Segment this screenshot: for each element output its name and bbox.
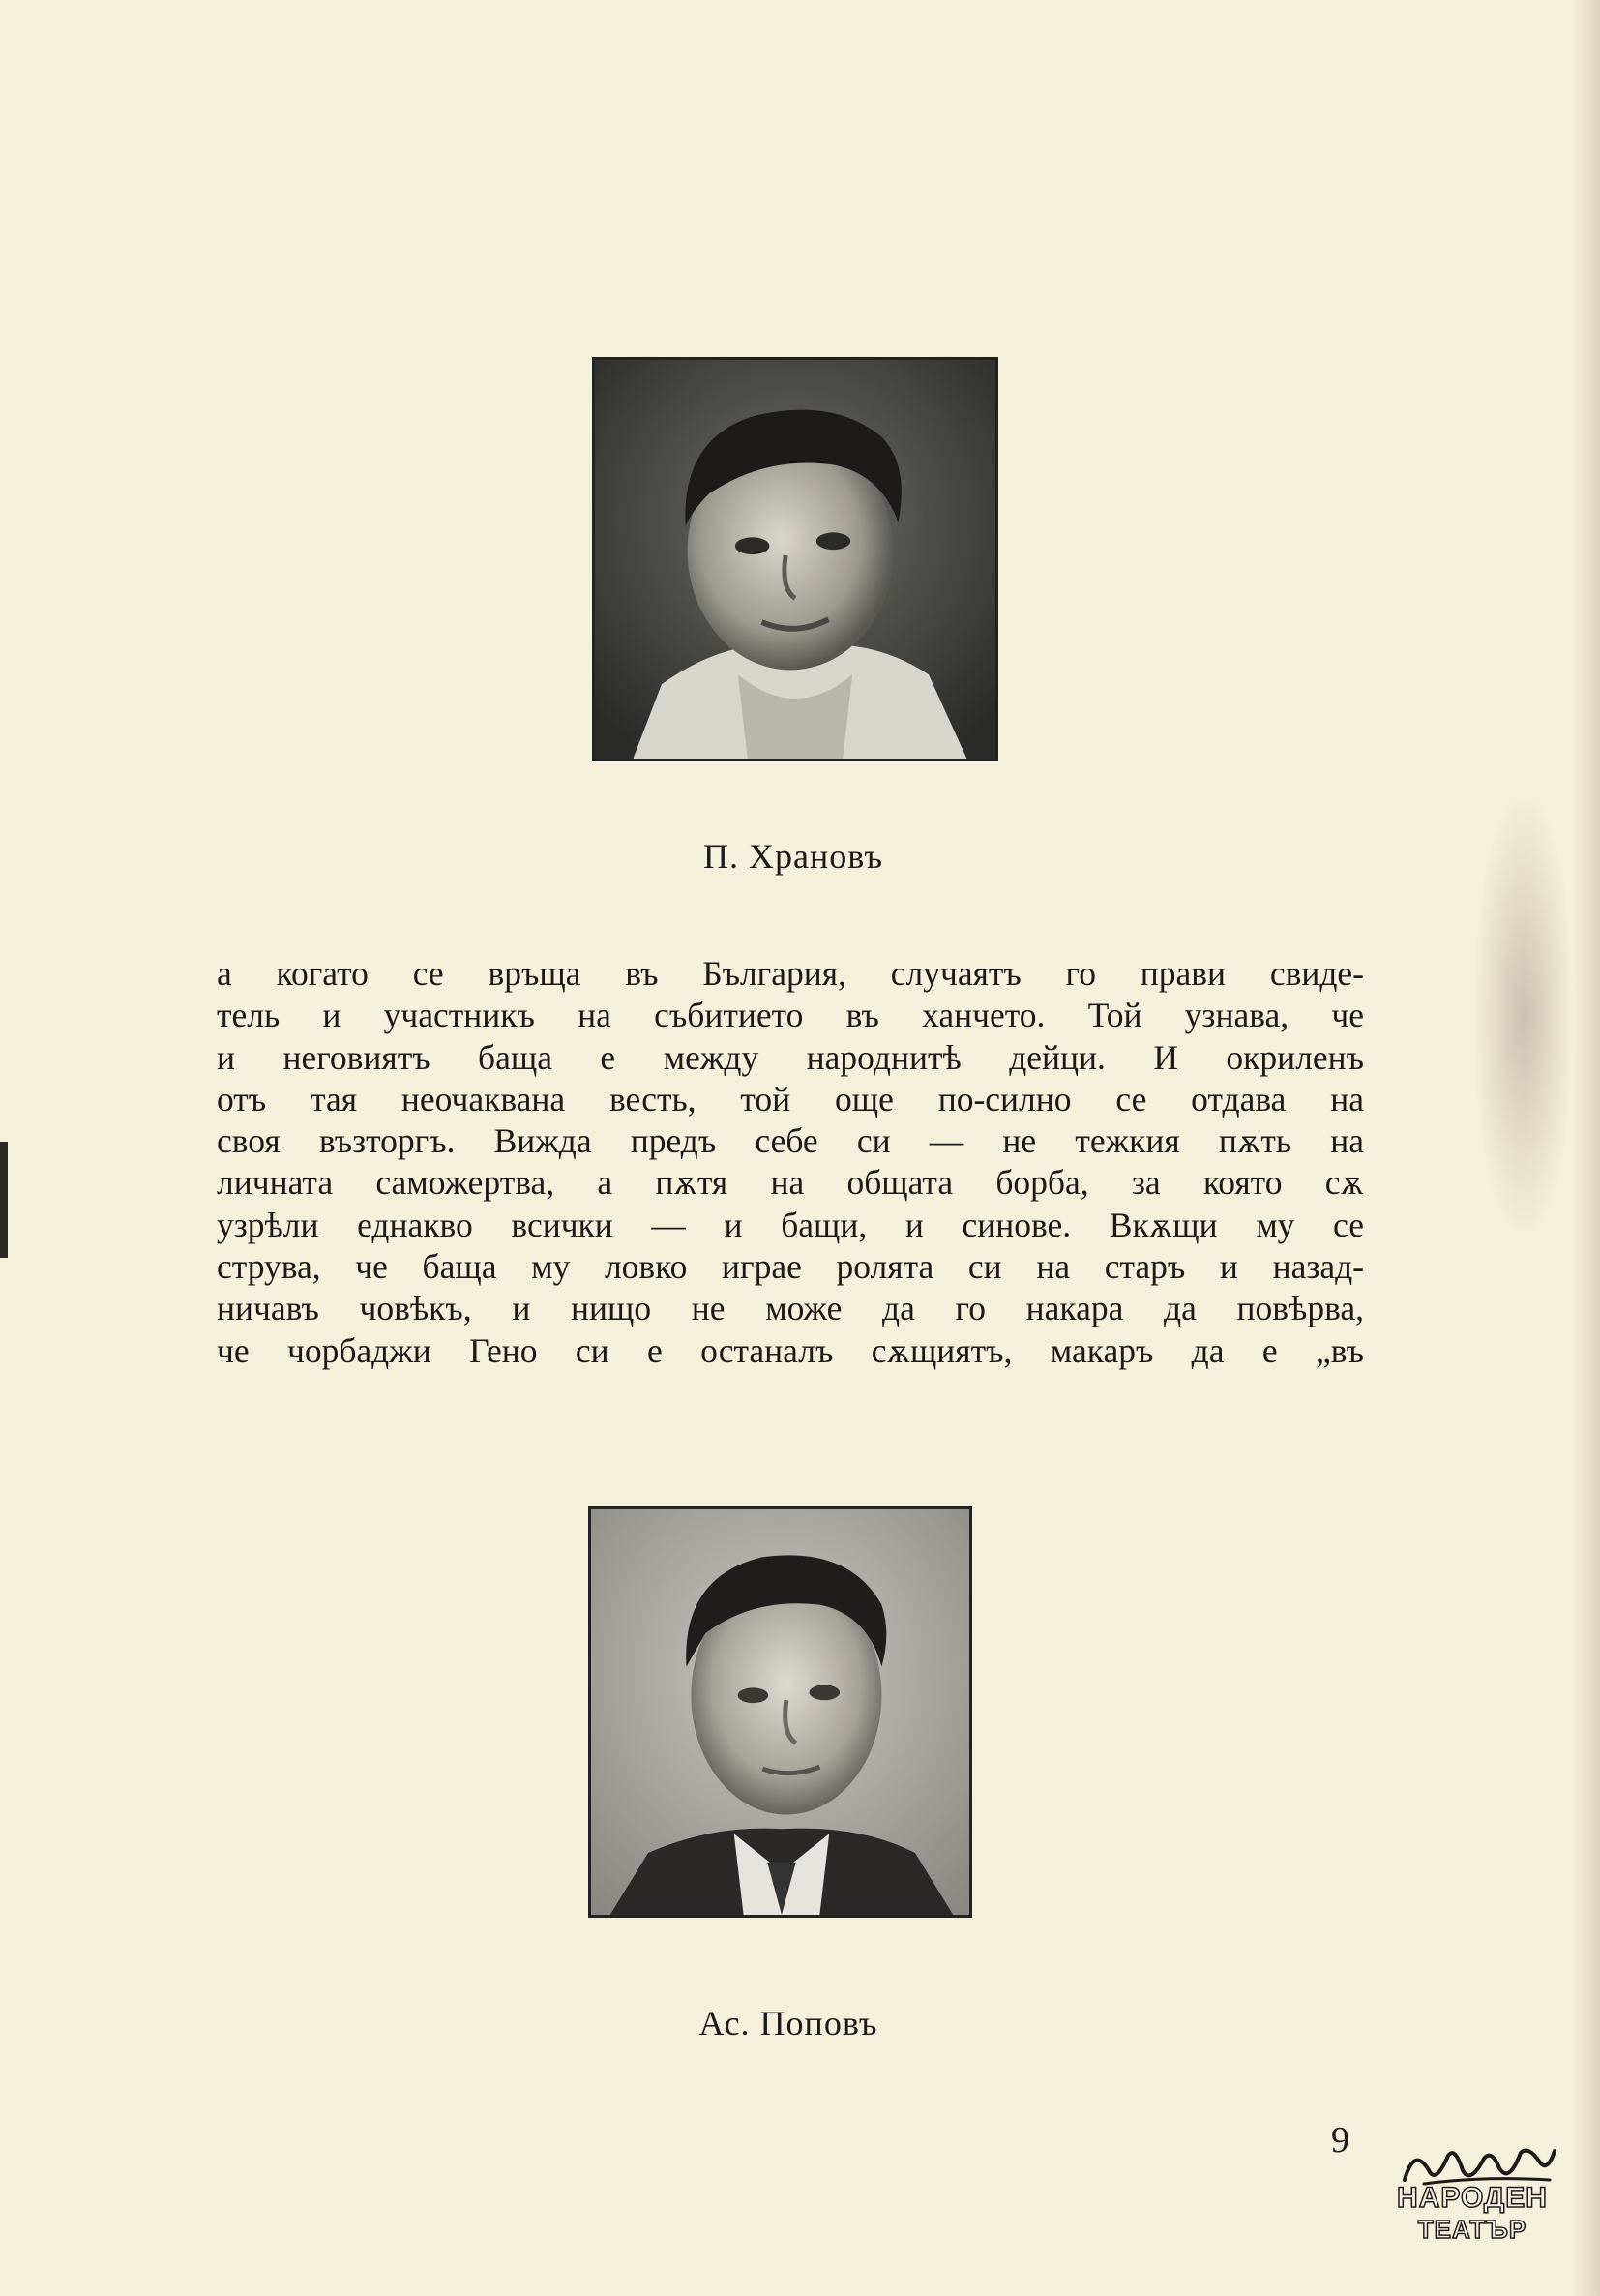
text-line: личната саможертва, а пѫтя на общата борба, за която сѫ [217,1163,1364,1203]
text-line: струва, че баща му ловко играе ролята си на старъ и назад- [217,1247,1364,1287]
text-line: своя възторгъ. Вижда предъ себе си — не тежкия пѫть на [217,1121,1364,1161]
page-edge-shadow [1571,0,1600,2296]
photo-caption-khranov: П. Храновъ [703,837,883,876]
page-number: 9 [1331,2120,1349,2161]
paper-stain [1475,803,1572,1229]
text-line: отъ тая неочаквана весть, той още по-силно се отдава на [217,1079,1364,1118]
portrait-image [595,360,995,759]
body-paragraph [217,953,1364,1372]
national-theatre-logo [1381,2141,1563,2248]
text-line: че чорбаджи Гено си е останалъ сѫщиятъ, макаръ да е „въ [217,1330,1364,1370]
photo-caption-popov: Ас. Поповъ [698,2004,878,2043]
text-line: а когато се връща въ България, случаятъ го прави свиде- [217,954,1364,993]
text-line: тель и участникъ на събитието въ ханчето. Той узнава, че [217,996,1364,1035]
portrait-photo-khranov [592,357,998,761]
portrait-image [591,1509,969,1915]
text-line: узрѣли еднакво всички — и бащи, и синове. Вкѫщи му се [217,1205,1364,1244]
logo-text-line-1: НАРОДЕН [1397,2182,1548,2214]
portrait-photo-popov [588,1506,972,1918]
logo-text-line-2: ТЕАТЪР [1417,2215,1527,2244]
binding-mark [0,1142,8,1258]
text-line: и неговиятъ баща е между народнитѣ дейци. И окриленъ [217,1037,1364,1077]
text-line: ничавъ човѣкъ, и нищо не може да го накара да повѣрва, [217,1289,1364,1328]
